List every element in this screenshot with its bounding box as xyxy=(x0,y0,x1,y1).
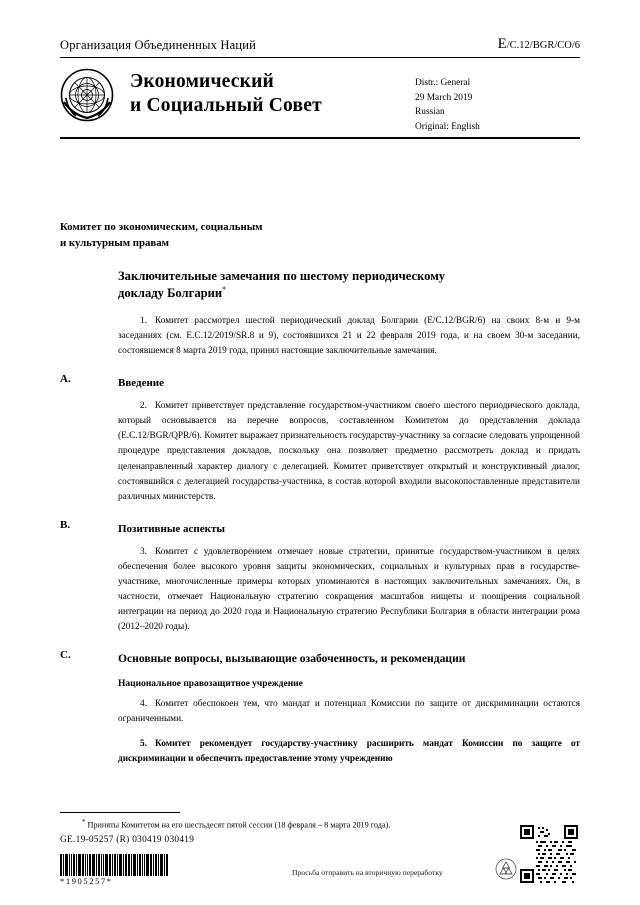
section-b-letter: B. xyxy=(60,518,71,531)
section-b xyxy=(60,518,580,537)
committee-name xyxy=(60,220,580,251)
distr-line-1: 29 March 2019 xyxy=(415,92,473,103)
barcode-text: *1905257* xyxy=(60,876,113,886)
footnote xyxy=(60,818,530,831)
paragraph-5-text: Комитет рекомендует государству-участнику расширить мандат Комиссии по защите от дискриминации и обеспечить предоставление этому учреждению xyxy=(118,739,580,765)
paragraph-1-text: Комитет рассмотрел шестой периодический доклад Болгарии (E/C.12/BGR/6) на своих 8-м и 9-м заседаниях (см. E.C.12/2019/SR.8 и 9), состоявшихся 21 и 22 февраля 2019 года, и на своем 30-м заседании, состоявшемся 8 марта 2019 года, принял настоящие заключительные замечания. xyxy=(118,316,580,357)
paragraph-4 xyxy=(118,697,580,727)
page-title-line1: Заключительные замечания по шестому периодическому xyxy=(118,269,446,283)
paragraph-4-number: 4. xyxy=(140,698,147,709)
paragraph-1 xyxy=(118,314,580,359)
masthead xyxy=(60,36,580,53)
paragraph-5-number: 5. xyxy=(140,739,147,750)
qr-code xyxy=(520,825,578,883)
paragraph-3 xyxy=(118,545,580,635)
distribution-info xyxy=(415,76,480,134)
paragraph-2-number: 2. xyxy=(140,401,147,412)
barcode xyxy=(60,850,178,876)
section-a-letter: A. xyxy=(60,373,71,386)
header-rule-bottom xyxy=(60,137,580,139)
section-b-title: Позитивные аспекты xyxy=(118,522,225,535)
page-title xyxy=(118,268,580,302)
un-emblem-icon xyxy=(60,68,114,122)
recycle-icon xyxy=(495,858,517,880)
publication-title xyxy=(130,70,322,118)
document-body xyxy=(60,268,580,777)
recycle-note: Просьба отправить на вторичную переработку xyxy=(292,868,443,877)
distr-line-3: Original: English xyxy=(415,121,480,132)
job-number: GE.19-05257 (R) 030419 030419 xyxy=(60,835,195,845)
symbol-prefix: E xyxy=(497,36,507,52)
distr-line-2: Russian xyxy=(415,107,445,118)
section-c-letter: C. xyxy=(60,648,71,661)
publication-title-line2: и Социальный Совет xyxy=(130,94,322,116)
page-title-line2: докладу Болгарии xyxy=(118,286,223,301)
footnote-separator xyxy=(60,812,180,813)
title-footnote-marker: * xyxy=(222,285,227,294)
document-symbol xyxy=(498,36,580,53)
section-a xyxy=(60,373,580,391)
footnote-text: Приняты Комитетом на его шестьдесят пятой сессии (18 февраля – 8 марта 2019 года). xyxy=(87,820,391,830)
committee-line1: Комитет по экономическим, социальным xyxy=(60,221,263,233)
distr-line-0: Distr.: General xyxy=(415,78,471,88)
section-c-title: Основные вопросы, вызывающие озабоченность, и рекомендации xyxy=(118,651,466,665)
publication-title-line1: Экономический xyxy=(130,71,274,92)
paragraph-2 xyxy=(118,399,580,504)
symbol-suffix: /C.12/BGR/CO/6 xyxy=(506,40,580,51)
paragraph-3-text: Комитет с удовлетворением отмечает новые стратегии, принятые государством-участником в целях обеспечения более высокого уровня защиты экономических, социальных и культурных прав в государстве-участнике, многочисленные примеры которых упоминаются в настоящих заключительных замечаниях. Он, в частности, отмечает Национальную стратегию сокращения масштабов нищеты и поощрения социальной интеграции на период до 2020 года и Национальную стратегию Республики Болгария в области интеграции рома (2012–2020 годы). xyxy=(118,546,580,632)
committee-line2: и культурным правам xyxy=(60,236,169,249)
paragraph-2-text: Комитет приветствует представление государством-участником своего шестого периодического доклада, который основывается на перечне вопросов, составленном Комитетом до представления доклада (E.C.12/BGR/QPR/6). Комитет выражает признательность государству-участнику за согласие следовать упрощенной процедуре представления докладов, поскольку она позволяет предметно рассмотреть доклад и придать целенаправленный характер диалогу с делегацией. Комитет приветствует открытый и конструктивный диалог, состоявшийся с делегацией государства-участника, в состав которой входили высокопоставленные представители различных министерств. xyxy=(118,401,580,502)
header-rule-top xyxy=(60,57,580,58)
paragraph-4-text: Комитет обеспокоен тем, что мандат и потенциал Комиссии по защите от дискриминации остаются ограниченными. xyxy=(118,698,580,724)
section-a-title: Введение xyxy=(118,377,165,390)
paragraph-3-number: 3. xyxy=(140,546,147,557)
organization-name: Организация Объединенных Наций xyxy=(60,38,257,52)
footnote-marker: * xyxy=(82,818,86,826)
paragraph-5 xyxy=(118,737,580,767)
paragraph-1-number: 1. xyxy=(140,316,147,327)
section-c xyxy=(60,648,580,667)
subsection-national-human-rights-institution: Национальное правозащитное учреждение xyxy=(118,678,303,689)
header-block xyxy=(60,66,580,136)
